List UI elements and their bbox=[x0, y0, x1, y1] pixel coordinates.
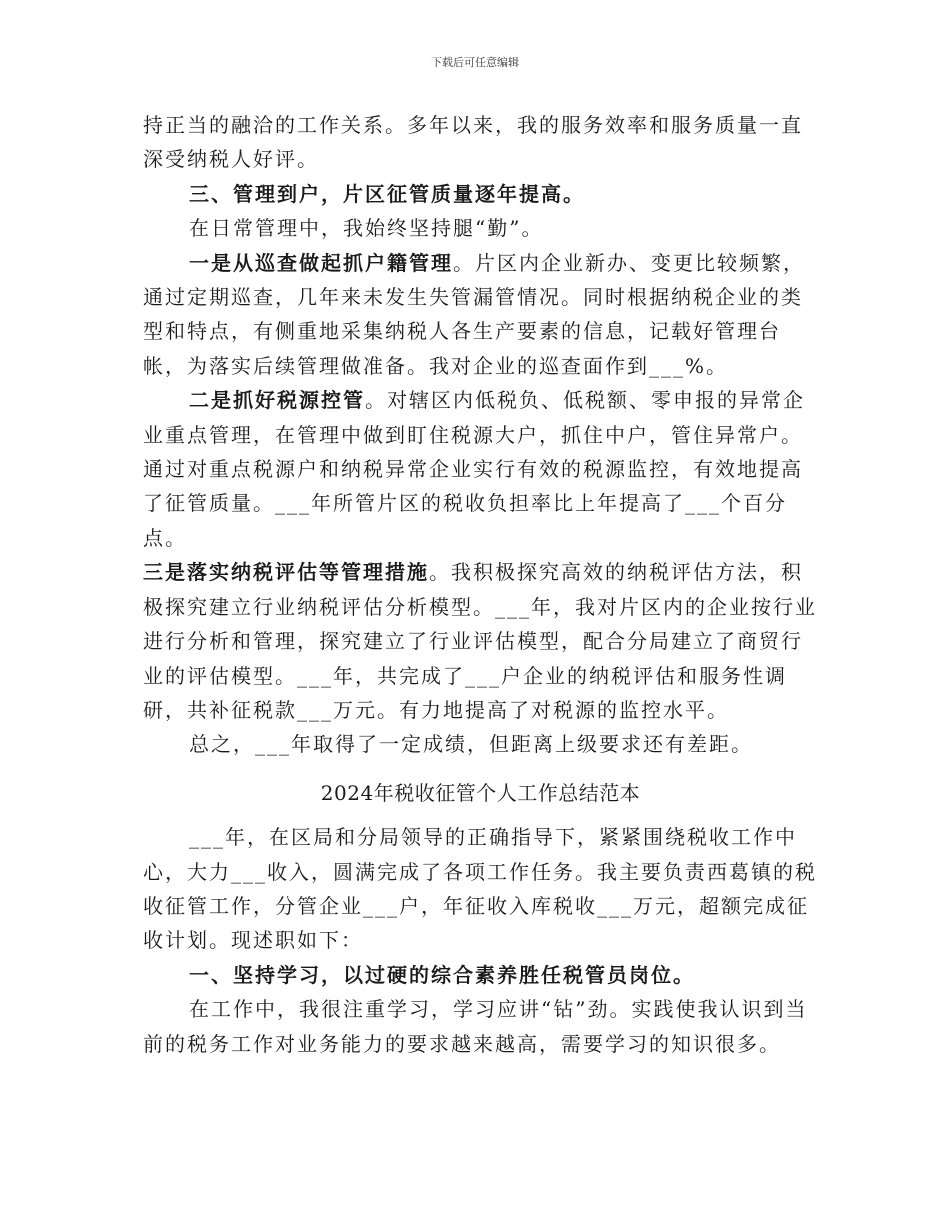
page-header: 下载后可任意编辑 bbox=[431, 56, 519, 69]
paragraph-point-3 bbox=[143, 555, 818, 727]
document-title: 2024年税收征管个人工作总结范本 bbox=[320, 780, 641, 805]
point-2-lead: 二是抓好税源控管 bbox=[189, 388, 365, 413]
paragraph-point-1 bbox=[143, 246, 818, 384]
paragraph-summary: 总之，___年取得了一定成绩，但距离上级要求还有差距。 bbox=[189, 732, 753, 757]
point-2-text: 。对辖区内低税负、低税额、零申报的异常企业重点管理，在管理中做到盯住税源大户，抓住中户，管住异常户。通过对重点税源户和纳税异常企业实行有效的税源监控，有效地提高了征管质量。___年所管片区的税收负担率比上年提高了___个百分点。 bbox=[143, 388, 805, 550]
paragraph-opening: ___年，在区局和分局领导的正确指导下，紧紧围绕税收工作中心，大力___收入，圆满完成了各项工作任务。我主要负责西葛镇的税收征管工作，分管企业___户，年征收入库税收___万元，超额完成征收计划。现述职如下： bbox=[143, 825, 817, 953]
paragraph-study: 在工作中，我很注重学习，学习应讲“钻”劲。实践使我认识到当前的税务工作对业务能力的要求越来越高，需要学习的知识很多。 bbox=[143, 997, 808, 1056]
document-body bbox=[143, 108, 818, 1061]
point-3-lead: 三是落实纳税评估等管理措施 bbox=[143, 560, 429, 585]
point-1-lead: 一是从巡查做起抓户籍管理 bbox=[189, 250, 453, 275]
paragraph-intro: 在日常管理中，我始终坚持腿“勤”。 bbox=[189, 216, 544, 241]
paragraph-continuation: 持正当的融洽的工作关系。多年以来，我的服务效率和服务质量一直深受纳税人好评。 bbox=[143, 113, 803, 172]
point-3-text: 。我积极探究高效的纳税评估方法，积极探究建立行业纳税评估分析模型。___年，我对片区内的企业按行业进行分析和管理，探究建立了行业评估模型，配合分局建立了商贸行业的评估模型。___年，共完成了___户企业的纳税评估和服务性调研，共补征税款___万元。有力地提高了对税源的监控水平。 bbox=[143, 560, 817, 722]
paragraph-point-2 bbox=[143, 383, 818, 555]
section-heading-3: 三、管理到户，片区征管质量逐年提高。 bbox=[189, 181, 585, 206]
section-heading-1: 一、坚持学习，以过硬的综合素养胜任税管员岗位。 bbox=[189, 962, 695, 987]
point-1-text: 。片区内企业新办、变更比较频繁，通过定期巡查，几年来未发生失管漏管情况。同时根据纳税企业的类型和特点，有侧重地采集纳税人各生产要素的信息，记载好管理台帐，为落实后续管理做准备。我对企业的巡查面作到___%。 bbox=[143, 250, 805, 378]
